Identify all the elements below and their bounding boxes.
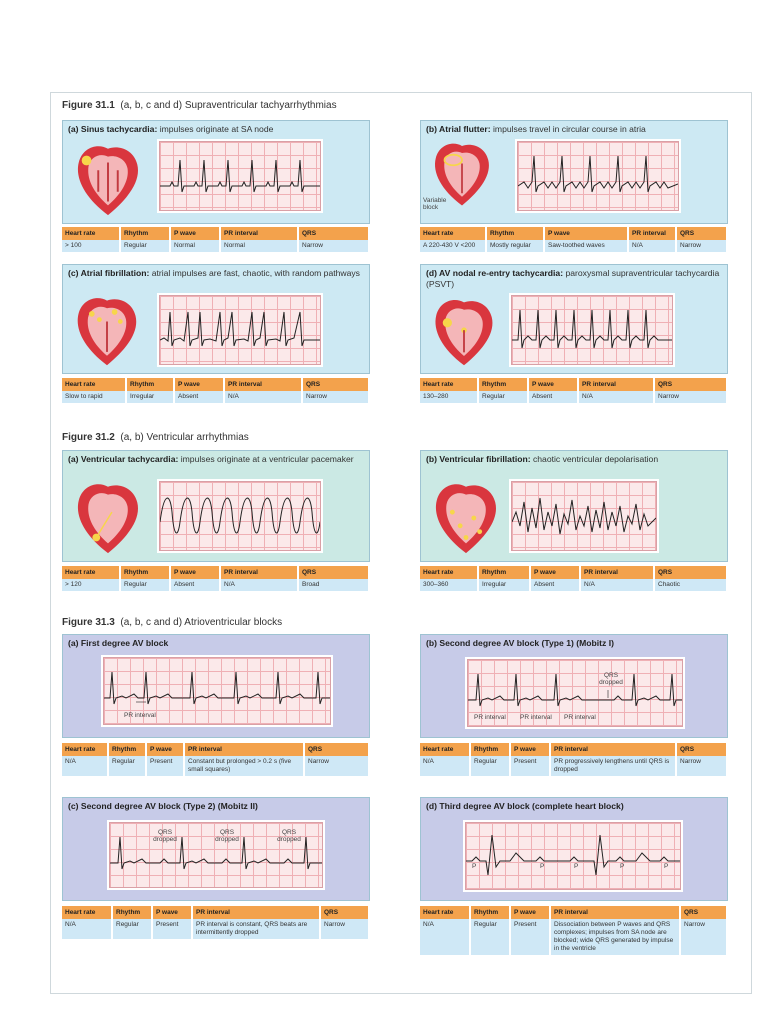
cell-qrs: Narrow xyxy=(320,919,369,939)
header-p-wave: P wave xyxy=(146,743,184,756)
header-pr-interval: PR interval xyxy=(578,378,654,391)
header-heart-rate: Heart rate xyxy=(62,566,120,579)
cell-pr-interval: Normal xyxy=(220,240,298,252)
heart-icon xyxy=(69,293,145,369)
cell-rhythm: Irregular xyxy=(478,579,530,591)
header-p-wave: P wave xyxy=(544,227,628,240)
p-wave-label: P xyxy=(620,863,625,870)
panel-av-nodal-reentry xyxy=(420,264,728,374)
cell-rhythm: Regular xyxy=(120,579,170,591)
panel-first-degree-av-block xyxy=(62,634,370,738)
ecg-strip xyxy=(511,295,673,365)
ecg-strip xyxy=(103,657,331,725)
cell-pr-interval: PR progressively lengthens until QRS is dropped xyxy=(550,756,676,776)
header-qrs: QRS xyxy=(302,378,369,391)
qrs-dropped-label: QRS dropped xyxy=(277,829,301,843)
header-rhythm: Rhythm xyxy=(470,743,510,756)
cell-pr-interval: PR interval is constant, QRS beats are intermittently dropped xyxy=(192,919,320,939)
p-wave-label: P xyxy=(664,863,669,870)
cell-rhythm: Regular xyxy=(470,756,510,776)
cell-qrs: Narrow xyxy=(302,391,369,403)
header-heart-rate: Heart rate xyxy=(62,227,120,240)
header-heart-rate: Heart rate xyxy=(420,378,478,391)
ecg-strip xyxy=(109,822,323,888)
header-pr-interval: PR interval xyxy=(628,227,676,240)
pr-interval-label: PR interval xyxy=(520,714,552,721)
header-p-wave: P wave xyxy=(174,378,224,391)
cell-heart-rate: N/A xyxy=(420,756,470,776)
cell-pr-interval: N/A xyxy=(220,579,298,591)
header-rhythm: Rhythm xyxy=(120,566,170,579)
ecg-strip xyxy=(467,659,683,727)
panel-title: (b) Ventricular fibrillation: chaotic ventricular depolarisation xyxy=(426,454,659,464)
cell-heart-rate: 130–280 xyxy=(420,391,478,403)
header-qrs: QRS xyxy=(680,906,727,919)
ecg-strip xyxy=(159,141,321,211)
header-pr-interval: PR interval xyxy=(580,566,654,579)
pr-interval-label: PR interval xyxy=(564,714,596,721)
header-heart-rate: Heart rate xyxy=(62,906,112,919)
panel-sinus-tachycardia xyxy=(62,120,370,224)
cell-pr-interval: Constant but prolonged > 0.2 s (five small squares) xyxy=(184,756,304,776)
panel-title: (d) Third degree AV block (complete heart block) xyxy=(426,801,624,811)
cell-rhythm: Regular xyxy=(470,919,510,955)
cell-qrs: Narrow xyxy=(298,240,369,252)
header-pr-interval: PR interval xyxy=(224,378,302,391)
panel-title: (a) Sinus tachycardia: impulses originate at SA node xyxy=(68,124,274,134)
panel-title: (a) First degree AV block xyxy=(68,638,169,648)
cell-p-wave: Absent xyxy=(174,391,224,403)
cell-p-wave: Normal xyxy=(170,240,220,252)
header-pr-interval: PR interval xyxy=(192,906,320,919)
header-heart-rate: Heart rate xyxy=(420,227,486,240)
header-rhythm: Rhythm xyxy=(478,566,530,579)
cell-p-wave: Saw-toothed waves xyxy=(544,240,628,252)
cell-p-wave: Present xyxy=(146,756,184,776)
panel-title: (d) AV nodal re-entry tachycardia: paroxysmal supraventricular tachycardia (PSVT) xyxy=(426,268,720,289)
header-heart-rate: Heart rate xyxy=(420,743,470,756)
header-pr-interval: PR interval xyxy=(550,906,680,919)
header-p-wave: P wave xyxy=(170,227,220,240)
panel-mobitz-1 xyxy=(420,634,728,738)
pr-interval-label: PR interval xyxy=(474,714,506,721)
header-pr-interval: PR interval xyxy=(184,743,304,756)
header-rhythm: Rhythm xyxy=(470,906,510,919)
header-p-wave: P wave xyxy=(170,566,220,579)
variable-block-label: Variable block xyxy=(423,197,447,211)
ecg-strip xyxy=(465,822,681,890)
cell-rhythm: Regular xyxy=(112,919,152,939)
ecg-strip xyxy=(511,481,657,551)
header-rhythm: Rhythm xyxy=(112,906,152,919)
header-qrs: QRS xyxy=(320,906,369,919)
table-atrial-fibrillation xyxy=(62,378,370,403)
cell-qrs: Narrow xyxy=(676,240,727,252)
table-mobitz-2 xyxy=(62,906,370,939)
cell-heart-rate: N/A xyxy=(420,919,470,955)
ecg-strip xyxy=(517,141,679,211)
header-p-wave: P wave xyxy=(510,743,550,756)
qrs-dropped-label: QRS dropped xyxy=(599,672,623,686)
table-atrial-flutter xyxy=(420,227,728,252)
header-rhythm: Rhythm xyxy=(108,743,146,756)
cell-pr-interval: N/A xyxy=(628,240,676,252)
header-qrs: QRS xyxy=(676,227,727,240)
cell-rhythm: Mostly regular xyxy=(486,240,544,252)
header-heart-rate: Heart rate xyxy=(420,566,478,579)
cell-pr-interval: Dissociation between P waves and QRS complexes; impulses from SA node are blocked; wide QRS generated by impulse in the ventricle xyxy=(550,919,680,955)
figure-31-2-title: Figure 31.2 (a, b) Ventricular arrhythmias xyxy=(62,432,249,443)
table-sinus-tachycardia xyxy=(62,227,370,252)
p-wave-label: P xyxy=(540,863,545,870)
header-qrs: QRS xyxy=(304,743,369,756)
cell-p-wave: Absent xyxy=(170,579,220,591)
cell-heart-rate: Slow to rapid xyxy=(62,391,126,403)
heart-icon xyxy=(69,141,147,219)
panel-atrial-flutter xyxy=(420,120,728,224)
cell-qrs: Chaotic xyxy=(654,579,727,591)
cell-pr-interval: N/A xyxy=(580,579,654,591)
heart-icon xyxy=(427,479,505,557)
p-wave-label: P xyxy=(574,863,579,870)
cell-rhythm: Irregular xyxy=(126,391,174,403)
cell-heart-rate: 300–360 xyxy=(420,579,478,591)
table-mobitz-1 xyxy=(420,743,728,776)
qrs-dropped-label: QRS dropped xyxy=(153,829,177,843)
cell-rhythm: Regular xyxy=(108,756,146,776)
header-rhythm: Rhythm xyxy=(120,227,170,240)
table-first-degree-av-block xyxy=(62,743,370,776)
panel-third-degree-av-block xyxy=(420,797,728,901)
header-pr-interval: PR interval xyxy=(220,227,298,240)
header-p-wave: P wave xyxy=(528,378,578,391)
panel-ventricular-tachycardia xyxy=(62,450,370,562)
cell-heart-rate: A 220-430 V <200 xyxy=(420,240,486,252)
cell-pr-interval: N/A xyxy=(578,391,654,403)
header-qrs: QRS xyxy=(298,566,369,579)
header-qrs: QRS xyxy=(298,227,369,240)
heart-icon xyxy=(69,479,147,557)
pr-interval-label: PR interval xyxy=(124,712,156,719)
cell-rhythm: Regular xyxy=(120,240,170,252)
cell-heart-rate: N/A xyxy=(62,756,108,776)
cell-heart-rate: > 120 xyxy=(62,579,120,591)
header-rhythm: Rhythm xyxy=(126,378,174,391)
cell-p-wave: Absent xyxy=(528,391,578,403)
cell-p-wave: Present xyxy=(152,919,192,939)
cell-p-wave: Absent xyxy=(530,579,580,591)
header-rhythm: Rhythm xyxy=(486,227,544,240)
panel-title: (c) Atrial fibrillation: atrial impulses are fast, chaotic, with random pathways xyxy=(68,268,360,278)
cell-qrs: Narrow xyxy=(676,756,727,776)
table-ventricular-tachycardia xyxy=(62,566,370,591)
panel-ventricular-fibrillation xyxy=(420,450,728,562)
ecg-strip xyxy=(159,295,321,365)
figure-31-1-title: Figure 31.1 (a, b, c and d) Supraventricular tachyarrhythmias xyxy=(62,100,337,111)
header-qrs: QRS xyxy=(676,743,727,756)
cell-p-wave: Present xyxy=(510,756,550,776)
table-av-nodal-reentry xyxy=(420,378,728,403)
cell-rhythm: Regular xyxy=(478,391,528,403)
p-wave-label: P xyxy=(472,863,477,870)
table-third-degree-av-block xyxy=(420,906,728,955)
cell-heart-rate: N/A xyxy=(62,919,112,939)
header-heart-rate: Heart rate xyxy=(62,743,108,756)
header-heart-rate: Heart rate xyxy=(62,378,126,391)
panel-title: (a) Ventricular tachycardia: impulses originate at a ventricular pacemaker xyxy=(68,454,354,464)
panel-title: (b) Atrial flutter: impulses travel in circular course in atria xyxy=(426,124,646,134)
ecg-strip xyxy=(159,481,321,551)
header-p-wave: P wave xyxy=(510,906,550,919)
header-pr-interval: PR interval xyxy=(550,743,676,756)
qrs-dropped-label: QRS dropped xyxy=(215,829,239,843)
cell-pr-interval: N/A xyxy=(224,391,302,403)
figure-31-3-title: Figure 31.3 (a, b, c and d) Atrioventricular blocks xyxy=(62,617,283,628)
cell-heart-rate: > 100 xyxy=(62,240,120,252)
cell-qrs: Narrow xyxy=(654,391,727,403)
cell-p-wave: Present xyxy=(510,919,550,955)
header-rhythm: Rhythm xyxy=(478,378,528,391)
header-qrs: QRS xyxy=(654,566,727,579)
header-p-wave: P wave xyxy=(530,566,580,579)
header-p-wave: P wave xyxy=(152,906,192,919)
panel-mobitz-2 xyxy=(62,797,370,901)
panel-atrial-fibrillation xyxy=(62,264,370,374)
header-qrs: QRS xyxy=(654,378,727,391)
cell-qrs: Narrow xyxy=(304,756,369,776)
header-pr-interval: PR interval xyxy=(220,566,298,579)
table-ventricular-fibrillation xyxy=(420,566,728,591)
panel-title: (b) Second degree AV block (Type 1) (Mobitz I) xyxy=(426,638,614,648)
heart-icon xyxy=(427,295,501,369)
header-heart-rate: Heart rate xyxy=(420,906,470,919)
panel-title: (c) Second degree AV block (Type 2) (Mobitz II) xyxy=(68,801,258,811)
cell-qrs: Broad xyxy=(298,579,369,591)
cell-qrs: Narrow xyxy=(680,919,727,955)
